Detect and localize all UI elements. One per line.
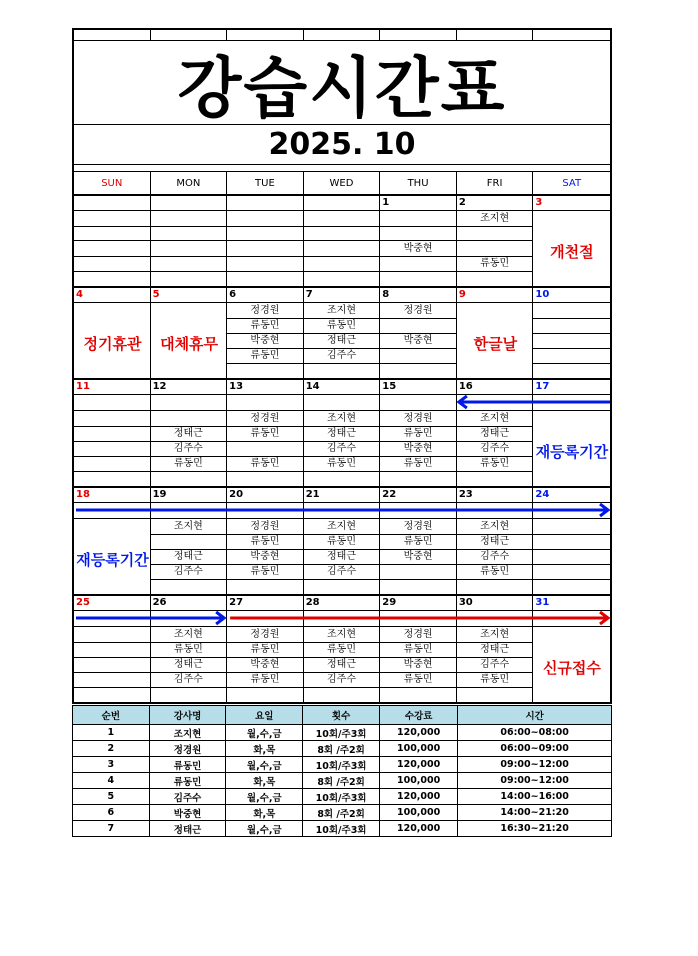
instructor-slot: 류동민 [380,672,457,688]
table-row [73,725,612,741]
weekday-mon: MON [151,172,228,194]
instructor-slot: 정태근 [304,657,381,673]
instructor-slot [533,303,610,319]
instructor-slot [74,256,151,272]
slot-row [74,271,610,286]
day-number: 2 [457,196,534,210]
schedule-cell: 06:00~08:00 [458,725,612,741]
instructor-slot: 류동민 [227,456,304,472]
instructor-slot [304,241,381,257]
instructor-slot: 김주수 [304,348,381,364]
schedule-cell: 120,000 [379,821,457,837]
day-number: 28 [304,596,381,610]
table-row [73,821,612,837]
instructor-slot [380,579,457,594]
weekday-sun: SUN [74,172,151,194]
schedule-header-cell: 수강료 [379,706,457,725]
schedule-cell: 월,수,금 [226,757,303,773]
instructor-slot [380,564,457,580]
instructor-slot [151,579,228,594]
instructor-slot: 류동민 [380,426,457,442]
instructor-slot [380,687,457,702]
schedule-cell: 10회/주3회 [303,725,380,741]
instructor-slot [227,471,304,486]
day-number: 7 [304,288,381,302]
weeks-container [74,196,610,702]
schedule-cell: 화,목 [226,805,303,821]
instructor-slot [457,303,534,319]
instructor-slot: 류동민 [227,672,304,688]
day-event-label: 재등록기간 [535,442,609,461]
instructor-slot: 박중현 [227,549,304,565]
instructor-slot [457,271,534,286]
instructor-slot: 정태근 [457,642,534,658]
instructor-slot [74,226,151,241]
instructor-slot [533,226,610,241]
instructor-slot [151,226,228,241]
schedule-cell: 14:00~21:20 [458,805,612,821]
day-number: 29 [380,596,457,610]
instructor-slot: 박중현 [380,441,457,457]
day-number: 5 [151,288,228,302]
day-number: 21 [304,488,381,502]
instructor-slot: 김주수 [151,672,228,688]
slot-row [74,471,610,486]
schedule-cell: 100,000 [379,773,457,789]
schedule-cell: 6 [73,805,150,821]
schedule-cell: 류동민 [149,757,226,773]
instructor-slot [151,211,228,227]
instructor-slot: 류동민 [380,642,457,658]
day-number: 17 [535,381,550,392]
instructor-slot [304,256,381,272]
day-number: 25 [74,596,151,610]
instructor-slot: 박중현 [380,333,457,349]
slot-row [74,564,610,579]
instructor-slot [304,271,381,286]
schedule-cell: 120,000 [379,757,457,773]
day-event-label: 한글날 [473,334,518,353]
schedule-cell: 09:00~12:00 [458,757,612,773]
instructor-slot [227,363,304,378]
instructor-slot [74,303,151,319]
schedule-cell: 3 [73,757,150,773]
instructor-slot [457,579,534,594]
instructor-slot: 김주수 [151,441,228,457]
slot-row [74,657,610,672]
instructor-slot [380,363,457,378]
instructor-slot: 정태근 [304,549,381,565]
instructor-slot [533,271,610,286]
instructor-slot: 류동민 [227,426,304,442]
schedule-header-cell: 순번 [73,706,150,725]
instructor-slot [533,348,610,364]
week-1 [74,196,610,288]
schedule-cell: 정태근 [149,821,226,837]
day-number: 22 [380,488,457,502]
instructor-slot: 김주수 [304,564,381,580]
schedule-cell: 120,000 [379,789,457,805]
weekday-wed: WED [304,172,381,194]
table-row [73,773,612,789]
instructor-slot: 정경원 [380,303,457,319]
instructor-slot [74,363,151,378]
schedule-cell: 조지현 [149,725,226,741]
week-3 [74,380,610,488]
instructor-slot: 조지현 [151,519,228,535]
instructor-slot [151,687,228,702]
day-event-label: 개천절 [550,242,594,261]
slot-row [74,211,610,226]
instructor-slot: 정경원 [380,627,457,643]
instructor-slot [304,687,381,702]
weekday-header [74,172,610,196]
instructor-slot: 김주수 [457,549,534,565]
instructor-slot: 정태근 [151,657,228,673]
day-event-label: 신규접수 [542,658,601,677]
schedule-cell: 월,수,금 [226,725,303,741]
instructor-slot [151,271,228,286]
instructor-slot: 류동민 [304,534,381,550]
week-2 [74,288,610,380]
slot-row [74,441,610,456]
page-title: 강습시간표 [74,41,610,125]
instructor-slot [533,333,610,349]
instructor-slot: 조지현 [304,411,381,427]
schedule-cell: 류동민 [149,773,226,789]
instructor-slot [533,564,610,580]
registration-period-arrow [74,488,610,548]
schedule-cell: 8회 /주2회 [303,773,380,789]
day-number: 31 [535,597,550,608]
day-number: 10 [535,289,550,300]
weekday-fri: FRI [457,172,534,194]
instructor-slot: 류동민 [457,456,534,472]
instructor-slot: 정태근 [304,426,381,442]
instructor-slot [380,318,457,334]
schedule-cell: 박중현 [149,805,226,821]
instructor-slot [304,579,381,594]
instructor-slot [457,241,534,257]
instructor-slot [227,579,304,594]
day-number: 26 [151,596,228,610]
week-5 [74,596,610,702]
schedule-cell: 김주수 [149,789,226,805]
instructor-slot [533,549,610,565]
instructor-slot [457,226,534,241]
instructor-slot [74,211,151,227]
instructor-slot: 박중현 [380,549,457,565]
slot-row [74,672,610,687]
instructor-slot: 정태근 [151,549,228,565]
schedule-cell: 06:00~09:00 [458,741,612,757]
schedule-cell: 월,수,금 [226,821,303,837]
instructor-slot: 김주수 [151,564,228,580]
schedule-cell: 14:00~16:00 [458,789,612,805]
instructor-slot: 류동민 [380,456,457,472]
instructor-slot: 류동민 [227,348,304,364]
instructor-slot [533,687,610,702]
day-event-label: 대체휴무 [160,334,219,353]
instructor-slot: 정태근 [457,426,534,442]
instructor-slot [227,226,304,241]
schedule-cell: 10회/주3회 [303,821,380,837]
instructor-slot [74,471,151,486]
day-number: 13 [227,380,304,394]
schedule-cell: 5 [73,789,150,805]
day-number: 9 [457,288,534,302]
instructor-slot [74,441,151,457]
instructor-slot: 류동민 [304,456,381,472]
instructor-slot [380,256,457,272]
instructor-slot: 정경원 [227,519,304,535]
instructor-slot: 김주수 [457,441,534,457]
instructor-slot: 조지현 [457,519,534,535]
schedule-cell: 정경원 [149,741,226,757]
instructor-slot [151,241,228,257]
day-number: 27 [227,596,304,610]
table-row [73,789,612,805]
schedule-cell: 화,목 [226,773,303,789]
slot-row [74,687,610,702]
instructor-slot [380,226,457,241]
instructor-slot: 김주수 [457,657,534,673]
week-4 [74,488,610,596]
schedule-cell: 10회/주3회 [303,757,380,773]
day-number-row [74,196,610,211]
instructor-slot [151,303,228,319]
schedule-cell: 1 [73,725,150,741]
instructor-slot: 김주수 [304,441,381,457]
instructor-slot [74,657,151,673]
day-number [304,196,381,210]
slot-row [74,579,610,594]
new-enrollment-arrow [74,596,610,656]
day-number: 16 [457,380,534,394]
day-number: 14 [304,380,381,394]
slot-row [74,549,610,564]
instructor-slot: 류동민 [151,456,228,472]
instructor-slot: 류동민 [227,642,304,658]
day-number [151,196,228,210]
table-row [73,741,612,757]
instructor-slot: 류동민 [151,642,228,658]
day-number: 18 [74,488,151,502]
instructor-slot [227,256,304,272]
day-number: 23 [457,488,534,502]
instructor-slot: 정경원 [380,411,457,427]
schedule-cell: 8회 /주2회 [303,805,380,821]
instructor-slot [227,211,304,227]
day-event-label: 정기휴관 [83,334,142,353]
weekday-sat: SAT [562,177,582,189]
day-number: 24 [535,489,550,500]
slot-row [74,256,610,271]
instructor-slot [457,471,534,486]
schedule-cell: 120,000 [379,725,457,741]
instructor-slot [380,471,457,486]
day-number: 8 [380,288,457,302]
day-number: 4 [74,288,151,302]
weekday-thu: THU [380,172,457,194]
instructor-slot [227,441,304,457]
instructor-slot [227,687,304,702]
instructor-slot: 조지현 [457,627,534,643]
instructor-slot [74,687,151,702]
schedule-cell: 100,000 [379,741,457,757]
slot-row [74,303,610,318]
instructor-slot: 조지현 [304,303,381,319]
calendar [72,28,612,704]
schedule-cell: 09:00~12:00 [458,773,612,789]
instructor-slot [533,579,610,594]
instructor-slot: 정경원 [227,411,304,427]
day-number-row [74,288,610,303]
instructor-slot: 조지현 [151,627,228,643]
schedule-table [72,705,612,837]
instructor-slot [227,271,304,286]
instructor-slot: 김주수 [304,672,381,688]
day-number: 19 [151,488,228,502]
instructor-slot [304,226,381,241]
instructor-slot [74,271,151,286]
day-number: 15 [380,380,457,394]
slot-row [74,456,610,471]
slot-row [74,318,610,333]
instructor-slot [304,211,381,227]
day-number: 1 [380,196,457,210]
registration-period-arrow [74,380,610,440]
day-number: 6 [227,288,304,302]
instructor-slot [151,363,228,378]
instructor-slot [380,348,457,364]
instructor-slot: 류동민 [304,642,381,658]
slot-row [74,363,610,378]
day-number: 30 [457,596,534,610]
instructor-slot: 조지현 [457,211,534,227]
instructor-slot: 박중현 [227,333,304,349]
instructor-slot: 조지현 [304,627,381,643]
instructor-slot: 류동민 [227,534,304,550]
schedule-header-cell: 시간 [458,706,612,725]
schedule-header-row [73,706,612,725]
slot-row [74,241,610,256]
day-number: 12 [151,380,228,394]
instructor-slot [74,456,151,472]
instructor-slot [74,579,151,594]
day-number: 3 [535,197,543,208]
instructor-slot [380,271,457,286]
instructor-slot: 정태근 [304,333,381,349]
schedule-cell: 4 [73,773,150,789]
schedule-cell: 100,000 [379,805,457,821]
instructor-slot [457,363,534,378]
schedule-header-cell: 강사명 [149,706,226,725]
instructor-slot: 조지현 [457,411,534,427]
instructor-slot [457,687,534,702]
instructor-slot: 박중현 [227,657,304,673]
instructor-slot: 류동민 [304,318,381,334]
instructor-slot [227,241,304,257]
instructor-slot: 정경원 [227,627,304,643]
spacer-row [74,165,610,172]
schedule-cell: 7 [73,821,150,837]
slot-row [74,226,610,241]
instructor-slot: 류동민 [227,564,304,580]
schedule-cell: 화,목 [226,741,303,757]
instructor-slot: 정경원 [227,303,304,319]
instructor-slot: 류동민 [380,534,457,550]
day-number: 20 [227,488,304,502]
instructor-slot [151,471,228,486]
instructor-slot: 류동민 [227,318,304,334]
schedule-cell: 8회 /주2회 [303,741,380,757]
instructor-slot: 류동민 [457,672,534,688]
weekday-tue: TUE [227,172,304,194]
instructor-slot [533,363,610,378]
month-heading: 2025. 10 [74,125,610,165]
schedule-cell: 16:30~21:20 [458,821,612,837]
instructor-slot [74,241,151,257]
instructor-slot: 류동민 [457,564,534,580]
day-event-label: 재등록기간 [76,550,149,569]
instructor-slot: 박중현 [380,241,457,257]
instructor-slot [151,256,228,272]
instructor-slot [533,318,610,334]
instructor-slot: 정태근 [457,534,534,550]
day-number [227,196,304,210]
schedule-cell: 월,수,금 [226,789,303,805]
instructor-slot [74,672,151,688]
schedule-body [73,725,612,837]
instructor-slot: 정경원 [380,519,457,535]
instructor-slot: 박중현 [380,657,457,673]
table-row [73,757,612,773]
schedule-header-cell: 횟수 [303,706,380,725]
instructor-slot [533,211,610,227]
day-number: 11 [74,380,151,394]
schedule-cell: 10회/주3회 [303,789,380,805]
table-row [73,805,612,821]
instructor-slot [304,363,381,378]
schedule-cell: 2 [73,741,150,757]
instructor-slot [533,471,610,486]
instructor-slot: 조지현 [304,519,381,535]
instructor-slot [380,211,457,227]
day-number [74,196,151,210]
schedule-header-cell: 요일 [226,706,303,725]
instructor-slot: 류동민 [457,256,534,272]
instructor-slot [304,471,381,486]
instructor-slot: 정태근 [151,426,228,442]
